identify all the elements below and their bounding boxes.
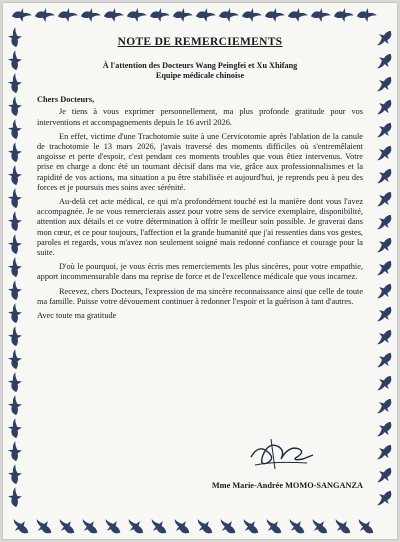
swallow-bird-icon [374,96,394,119]
swallow-bird-icon [6,463,25,485]
paragraph-1: Je tiens à vous exprimer personnellement, ma plus profonde gratitude pour vos interventions et accompagnements depuis le 16 avril 2026. [37,107,363,127]
swallow-bird-icon [217,6,239,25]
swallow-bird-icon [374,211,394,234]
swallow-bird-icon [262,516,285,536]
letter-title: NOTE DE REMERCIEMENTS [117,36,283,48]
swallow-bird-icon [78,516,101,536]
swallow-bird-icon [6,72,25,94]
swallow-bird-icon [309,6,331,25]
closing-line: Avec toute ma gratitude [37,311,117,321]
signature-icon [245,433,317,473]
swallow-bird-icon [355,6,377,25]
swallow-bird-icon [6,279,25,301]
swallow-bird-icon [6,486,25,508]
swallow-bird-icon [6,417,25,439]
swallow-bird-icon [171,6,193,25]
swallow-bird-icon [194,6,216,25]
swallow-bird-icon [6,302,25,324]
swallow-bird-icon [285,516,308,536]
swallow-bird-icon [6,325,25,347]
swallow-bird-icon [6,95,25,117]
swallow-bird-icon [6,256,25,278]
swallow-bird-icon [6,26,25,48]
swallow-bird-icon [308,516,331,536]
swallow-bird-icon [332,6,354,25]
swallow-bird-icon [239,516,262,536]
swallow-bird-icon [374,73,394,96]
swallow-bird-icon [374,280,394,303]
paragraph-4: D'où le pourquoi, je vous écris mes remerciements les plus sincères, pour votre empathie, apport incommensurable dans ma reprise de force et de l'excellence médicale que vous incarnez. [37,262,363,282]
swallow-bird-icon [374,372,394,395]
swallow-bird-icon [6,187,25,209]
swallow-bird-icon [374,165,394,188]
letter-body [37,33,363,513]
signer-name: Mme Marie-Andrée MOMO-SANGANZA [211,481,363,490]
swallow-bird-icon [240,6,262,25]
swallow-bird-icon [374,234,394,257]
greeting: Chers Docteurs, [37,95,95,105]
swallow-bird-icon [216,516,239,536]
paragraph-2: En effet, victime d'une Trachotomie suite à une Cervicotomie après l'ablation de la canule de trachotomie le 13 mars 2026, j'avais traversé des moments difficiles où s'entremêlaient angoisse et perte d'espoir, c'est pendant ces moments troubles que vous êtiez intervenus. Votre prise en charge a donc été un tournant décisif dans ma vie, grâce aux professionnalismes et la rapidité de vos actions, ma situation a pu être stabilisée et aujourd'hui, je reprends peu à peu des forces et je poursuis mes soins avec sérénité. [37,131,363,192]
swallow-bird-icon [148,6,170,25]
swallow-bird-icon [374,303,394,326]
swallow-bird-icon [10,6,32,25]
swallow-bird-icon [374,142,394,165]
letter-sheet [3,3,397,539]
swallow-bird-icon [6,141,25,163]
swallow-bird-icon [263,6,285,25]
swallow-bird-icon [374,257,394,280]
paragraph-3: Au-delà cet acte médical, ce qui m'a profondément touché est la manière dont vous l'avez accompagnée. Je ne vous remercierais assez pour votre sens de service exemplaire, disponibilité, attention aux détails et ce votre détermination à offrir le meilleur soin possible. Je graverai dans mon cœur, et ce pour toujours, l'affection et la grande humanité que j'ai ressenties dans vos gestes, paroles et regards, vous m'avez non seulement soigné mais redonné confiance et courage pour la suite. [37,197,363,258]
swallow-bird-icon [6,394,25,416]
swallow-bird-icon [354,516,377,536]
paragraph-5: Recevez, chers Docteurs, l'expression de ma sincère reconnaissance ainsi que celle de toute ma famille. Puisse votre dévouement continuer à redonner l'espoir et la guérison à tant d'autres. [37,286,363,306]
swallow-bird-icon [6,233,25,255]
swallow-bird-icon [56,6,78,25]
swallow-bird-icon [6,49,25,71]
swallow-bird-icon [125,6,147,25]
swallow-bird-icon [9,516,32,536]
swallow-bird-icon [6,371,25,393]
swallow-bird-icon [101,516,124,536]
swallow-bird-icon [55,516,78,536]
swallow-bird-icon [6,164,25,186]
swallow-bird-icon [374,326,394,349]
team-line: Equipe médicale chinoise [155,71,245,81]
swallow-bird-icon [374,418,394,441]
swallow-bird-icon [374,349,394,372]
swallow-bird-icon [374,27,394,50]
swallow-bird-icon [147,516,170,536]
swallow-bird-icon [193,516,216,536]
swallow-bird-icon [374,487,394,510]
signature-block [37,425,363,505]
swallow-bird-icon [374,395,394,418]
swallow-bird-icon [32,516,55,536]
addressee-block [37,61,363,81]
swallow-bird-icon [170,516,193,536]
swallow-bird-icon [102,6,124,25]
swallow-bird-icon [331,516,354,536]
swallow-bird-icon [374,464,394,487]
swallow-bird-icon [6,210,25,232]
swallow-bird-icon [374,50,394,73]
swallow-bird-icon [374,441,394,464]
swallow-bird-icon [33,6,55,25]
swallow-bird-icon [374,188,394,211]
swallow-bird-icon [79,6,101,25]
swallow-bird-icon [6,118,25,140]
swallow-bird-icon [6,440,25,462]
swallow-bird-icon [286,6,308,25]
swallow-bird-icon [124,516,147,536]
swallow-bird-icon [374,119,394,142]
swallow-bird-icon [6,348,25,370]
addressee-line: À l'attention des Docteurs Wang Peingfei et Xu Xhifang [102,61,298,71]
